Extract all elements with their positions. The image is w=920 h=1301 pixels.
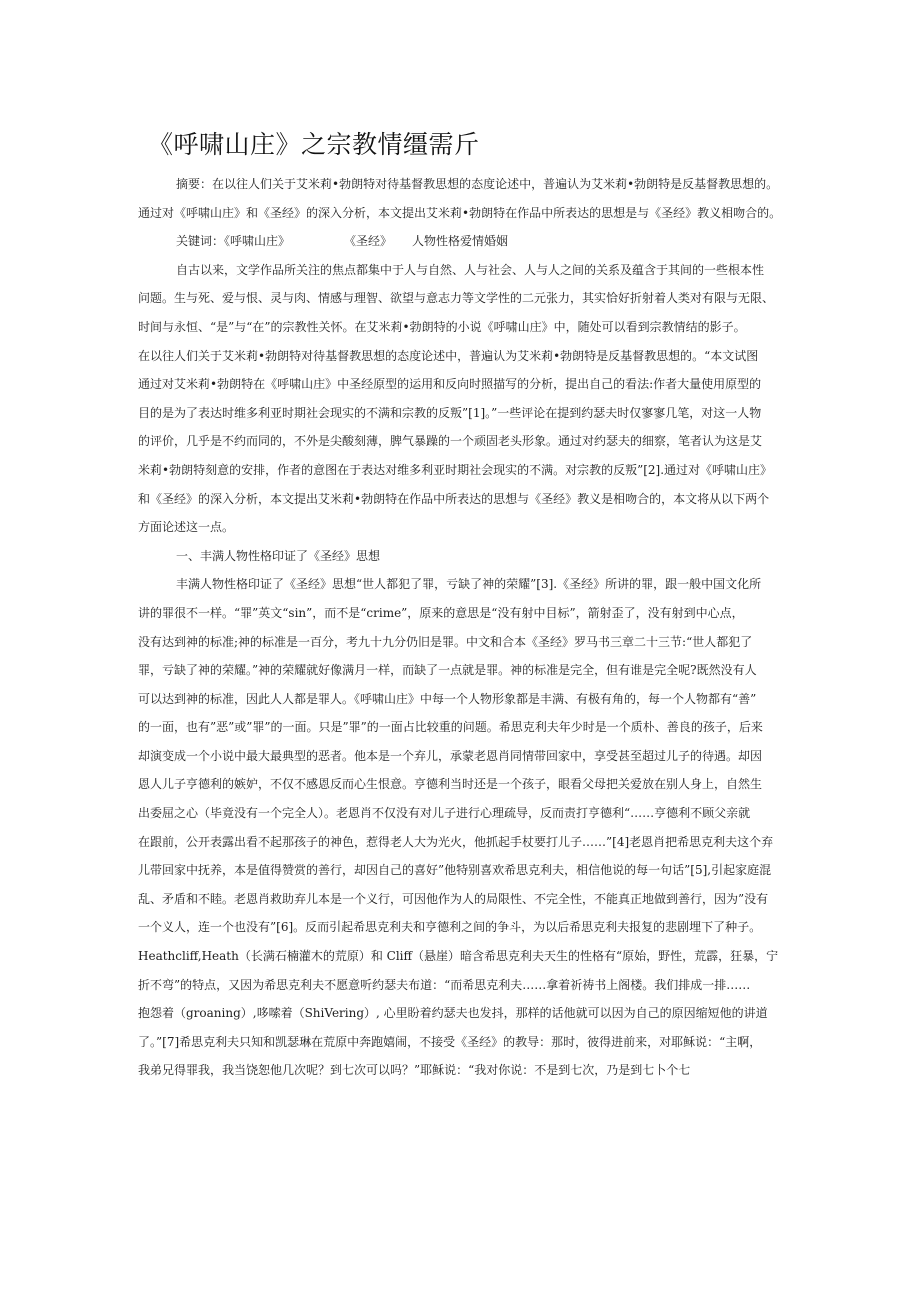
- paragraph-line: 可以达到神的标准，因此人人都是罪人。《呼啸山庄》中每一个人物形象都是丰满、有极有角的，每一个人物都有“善”: [138, 691, 757, 706]
- paragraph-line: 讲的罪很不一样。“罪”英文“sin”，而不是“crime”，原来的意思是“没有射中目标”，箭射歪了，没有射到中心点，: [138, 605, 744, 620]
- abstract-line: 通过对《呼啸山庄》和《圣经》的深入分析，本文提出艾米莉•勃朗特在作品中所表达的思想是与《圣经》教义相吻合的。: [138, 205, 782, 220]
- paragraph-line: 一个义人，连一个也没有”[6]。反而引起希思克利夫和亨德利之间的争斗，为以后希思克利夫报复的悲剧埋下了种子。: [138, 920, 762, 935]
- paragraph-line: Heathcliff,Heath（长满石楠灌木的荒原）和 Cliff（悬崖）暗含希思克利夫天生的性格有“原始，野性，荒霹，狂暴，宁: [138, 949, 779, 964]
- paragraph-line: 了。”[7]希思克利夫只知和凯瑟琳在荒原中奔跑嬉闹，不接受《圣经》的教导：那时，彼得进前来，对耶稣说：“主啊，: [138, 1034, 762, 1049]
- document-title: 《呼啸山庄》之宗教情缰需斤: [148, 130, 480, 159]
- paragraph-line: 折不弯”的特点，又因为希思克利夫不愿意听约瑟夫布道：“而希思克利夫……拿着祈祷书上阁楼。我们排成一排……: [138, 977, 751, 992]
- paragraph-line: 儿带回家中抚养，本是值得赞赏的善行，却因自己的喜好”他特别喜欢希思克利夫，相信他说的每一句话”[5],引起家庭混: [138, 863, 772, 878]
- paragraph-line: 目的是为了表达时维多利亚时期社会现实的不满和宗教的反叛”[1]。”一些评论在提到约瑟夫时仅寥寥几笔，对这一人物: [138, 405, 762, 420]
- paragraph-line: 没有达到神的标准;神的标准是一百分，考九十九分仍旧是罪。中文和合本《圣经》罗马书三章二十三节:“世人都犯了: [138, 634, 753, 649]
- paragraph-line: 我弟兄得罪我，我当饶恕他几次呢？到七次可以吗？”耶稣说：“我对你说：不是到七次，乃是到七卜个七: [138, 1063, 691, 1078]
- paragraph-line: 问题。生与死、爱与恨、灵与肉、情感与理智、欲望与意志力等文学性的二元张力，其实恰好折射着人类对有限与无限、: [138, 291, 775, 306]
- paragraph-line: 抱怨着（groaning）,哆嗦着（ShiVering）, 心里盼着约瑟夫也发抖，那样的话他就可以因为自己的原因缩短他的讲道: [138, 1006, 768, 1021]
- paragraph-line: 方面论述这一点。: [138, 520, 235, 535]
- section-heading: 一、丰满人物性格印证了《圣经》思想: [176, 548, 381, 563]
- paragraph-line: 的一面，也有”恶”或”罪”的一面。只是”罪”的一面占比较重的问题。希思克利夫年少时是一个质朴、善良的孩子，后来: [138, 720, 763, 735]
- keyword: 人物性格爱情婚姻: [412, 234, 509, 249]
- paragraph-line: 在以往人们关于艾米莉•勃朗特对待基督教思想的态度论述中，普遍认为艾米莉•勃朗特是反基督教思想的。“本文试图: [138, 348, 759, 363]
- paragraph-line: 和《圣经》的深入分析，本文提出艾米莉•勃朗特在作品中所表达的思想与《圣经》教义是相吻合的，本文将从以下两个: [138, 491, 770, 506]
- paragraph-line: 自古以来，文学作品所关注的焦点都集中于人与自然、人与社会、人与人之间的关系及蕴含于其间的一些根本性: [176, 262, 765, 277]
- paragraph-line: 在跟前，公开表露出看不起那孩子的神色，惹得老人大为光火，他抓起手杖要打儿子……”[4]老恩肖把希思克利夫这个弃: [138, 834, 774, 849]
- paragraph-line: 通过对艾米莉•勃朗特在《呼啸山庄》中圣经原型的运用和反向时照描写的分析，提出自己的看法:作者大量使用原型的: [138, 377, 762, 392]
- paragraph-line: 时间与永恒、“是”与“在”的宗教性关怀。在艾米莉•勃朗特的小说《呼啸山庄》中，随处可以看到宗教情结的影子。: [138, 319, 746, 334]
- paragraph-line: 乱、矛盾和不睦。老恩肖救助弃儿本是一个义行，可因他作为人的局限性、不完全性，不能真正地做到善行，因为”没有: [138, 891, 769, 906]
- keyword: 《圣经》: [344, 234, 393, 249]
- keywords-line: [138, 227, 790, 256]
- abstract-line: 摘要：在以往人们关于艾米莉•勃朗特对待基督教思想的态度论述中，普遍认为艾米莉•勃朗特是反基督教思想的。: [176, 177, 779, 191]
- paragraph-line: 罪，亏缺了神的荣耀。”神的荣耀就好像满月一样，而缺了一点就是罪。神的标准是完全，但有谁是完全呢?既然没有人: [138, 663, 757, 678]
- paragraph-line: 米莉•勃朗特刻意的安排，作者的意图在于表达对维多利亚时期社会现实的不满。对宗教的反叛”[2].通过对《呼啸山庄》: [138, 462, 773, 477]
- document-body: [138, 170, 790, 1085]
- paragraph-line: 恩人儿子亨德利的嫉妒，不仅不感恩反而心生恨意。亨德利当时还是一个孩子，眼看父母把关爱放在别人身上，自然生: [138, 777, 763, 792]
- keywords-label: 关键词：《呼啸山庄》: [176, 234, 291, 249]
- paragraph-line: 的评价，几乎是不约而同的，不外是尖酸刻薄，脾气暴躁的一个顽固老头形象。通过对约瑟夫的细察，笔者认为这是艾: [138, 434, 763, 449]
- paragraph-line: 却演变成一个小说中最大最典型的恶者。他本是一个弃儿，承蒙老恩肖同情带回家中，享受甚至超过儿子的待遇。却因: [138, 748, 763, 763]
- paragraph-line: 丰满人物性格印证了《圣经》思想“世人都犯了罪，亏缺了神的荣耀”[3].《圣经》所讲的罪，跟一般中国文化所: [176, 577, 762, 592]
- paragraph-line: 出委屈之心（毕竟没有一个完全人）。老恩肖不仅没有对儿子进行心理疏导，反而责打亨德利“……亨德利不顾父亲就: [138, 806, 751, 821]
